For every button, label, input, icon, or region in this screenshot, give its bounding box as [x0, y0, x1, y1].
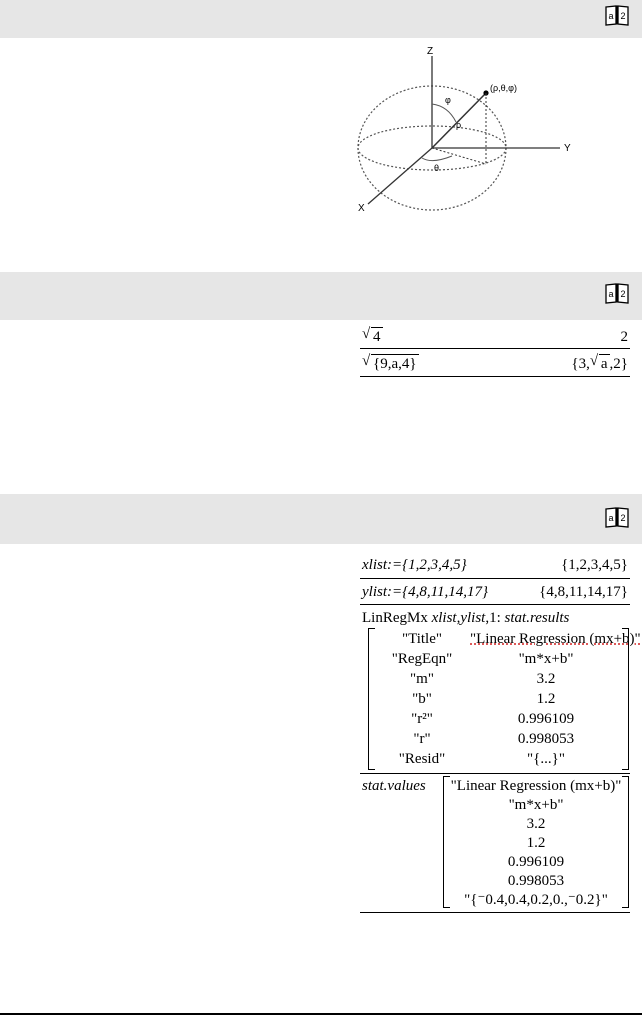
- results-key: "RegEqn": [391, 651, 453, 667]
- svg-text:2: 2: [620, 289, 626, 299]
- help-book-icon[interactable]: [604, 282, 630, 304]
- axis-label-x: X: [358, 203, 365, 214]
- ylist-output: {4,8,11,14,17}: [539, 584, 628, 600]
- page-bottom-rule: [0, 1013, 642, 1015]
- values-item: "m*x+b": [508, 797, 564, 813]
- results-value: 0.998053: [517, 731, 575, 747]
- results-value: 1.2: [536, 691, 556, 707]
- rho-label: ρ: [456, 120, 462, 130]
- results-key: "b": [412, 691, 432, 707]
- axis-label-y: Y: [564, 143, 571, 154]
- svg-text:a: a: [608, 11, 614, 21]
- ylist-input: ylist:={4,8,11,14,17}: [362, 584, 488, 600]
- values-item: "Linear Regression (mx+b)": [450, 778, 622, 794]
- values-right-bracket: [622, 776, 629, 908]
- divider: [360, 604, 630, 605]
- results-key: "r": [413, 731, 431, 747]
- theta-label: θ: [434, 163, 440, 173]
- results-key: "Title": [401, 631, 443, 647]
- results-key: "m": [410, 671, 434, 687]
- values-left-bracket: [443, 776, 450, 908]
- divider: [360, 773, 630, 774]
- values-item: 0.996109: [507, 854, 565, 870]
- values-item: 1.2: [526, 835, 546, 851]
- sqrt-row2-input: √ {9,a,4}: [362, 353, 417, 372]
- svg-text:2: 2: [620, 513, 626, 523]
- help-book-icon[interactable]: [604, 506, 630, 528]
- svg-text:a: a: [608, 513, 614, 523]
- divider: [360, 578, 630, 579]
- results-key: "r²": [411, 711, 433, 727]
- svg-text:2: 2: [620, 11, 626, 21]
- linreg-command: LinRegMx xlist,ylist,1: stat.results: [362, 610, 570, 626]
- spherical-coordinates-diagram: [356, 42, 592, 214]
- point-label: (ρ,θ,φ): [490, 83, 517, 93]
- results-value: "{...}": [527, 751, 565, 767]
- section-header-band-2: [0, 272, 642, 320]
- results-value: "m*x+b": [518, 651, 574, 667]
- section-header-band-3: [0, 494, 642, 544]
- sqrt-row2-output: {3, √ a ,2}: [571, 353, 628, 372]
- axis-label-z: Z: [427, 46, 434, 57]
- help-book-icon[interactable]: [604, 4, 630, 26]
- sqrt-row1-input: √ 4: [362, 326, 381, 345]
- divider: [360, 348, 630, 349]
- divider: [360, 376, 630, 377]
- sqrt-row1-output: 2: [620, 329, 628, 345]
- svg-text:a: a: [608, 289, 614, 299]
- values-item: "{⁻0.4,0.4,0.2,0.,⁻0.2}": [464, 892, 608, 908]
- values-item: 0.998053: [507, 873, 565, 889]
- section-header-band-1: [0, 0, 642, 38]
- stat-values-label: stat.values: [362, 778, 426, 794]
- xlist-input: xlist:={1,2,3,4,5}: [362, 557, 467, 573]
- results-value: 3.2: [536, 671, 556, 687]
- divider: [360, 912, 630, 913]
- results-key: "Resid": [398, 751, 446, 767]
- results-value: "Linear Regression (mx+b)": [470, 631, 641, 647]
- xlist-output: {1,2,3,4,5}: [561, 557, 628, 573]
- values-item: 3.2: [526, 816, 546, 832]
- results-value: 0.996109: [517, 711, 575, 727]
- phi-label: φ: [445, 95, 451, 105]
- matrix-right-bracket: [622, 628, 629, 770]
